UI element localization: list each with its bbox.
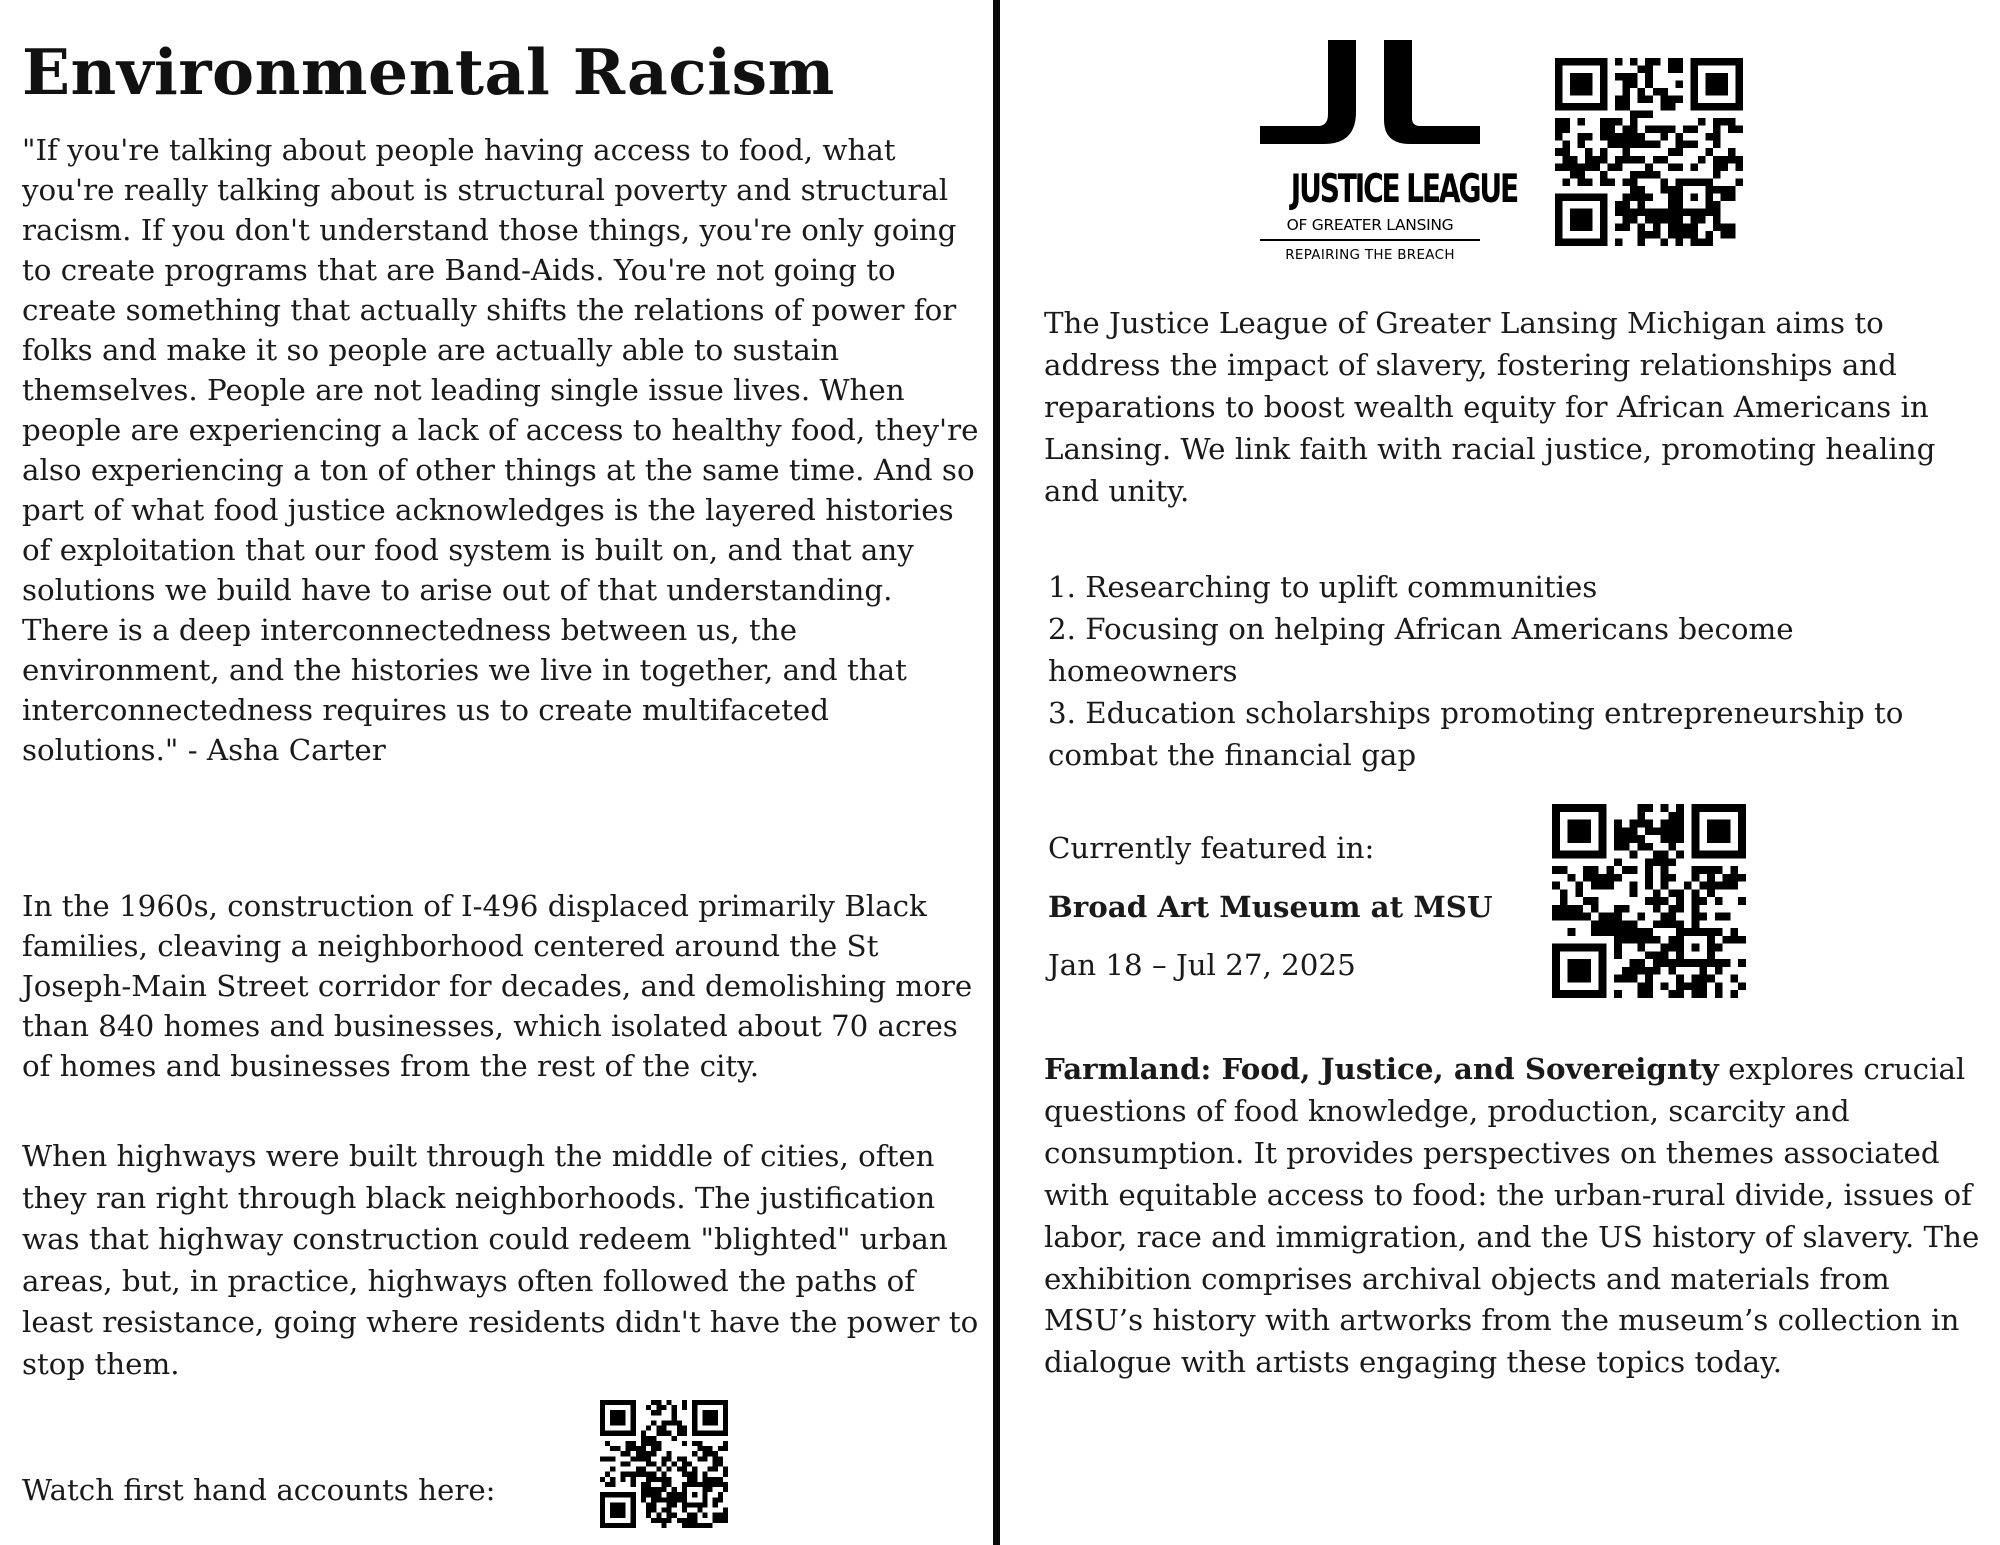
asha-carter-quote: "If you're talking about people having access to food, what you're really talking about is structural poverty and structural racism. If you don't understand those things, you're only going to create programs that are Band-Aids. You're not going to create something that actually shifts the relations of power for folks and make it so people are actually able to sustain themselves. People are not leading single issue lives. When people are experiencing a lack of access to healthy food, they're also experiencing a ton of other things at the same time. And so part of what food justice acknowledges is the layered histories of exploitation that our food system is built on, and that any solutions we build have to arise out of that understanding. There is a deep interconnectedness between us, the environment, and the histories we live in together, and that interconnectedness requires us to create multifaceted solutions." - Asha Carter: [22, 133, 979, 767]
qr-code-icon[interactable]: [600, 1400, 728, 1528]
venue-name: Broad Art Museum at MSU: [1048, 889, 1493, 924]
justice-league-mission: The Justice League of Greater Lansing Michigan aims to address the impact of slavery, fostering relationships and reparations to boost wealth equity for African Americans in Lansing. We link faith with racial justice, promoting healing and unity.: [1044, 306, 1936, 508]
left-panel: [0, 0, 990, 1545]
logo-tagline: REPAIRING THE BREACH: [1285, 247, 1455, 263]
featured-label: Currently featured in:: [1048, 831, 1375, 865]
logo-rule: [1260, 239, 1480, 241]
goals-list: [1048, 566, 1988, 776]
watch-accounts-label: Watch first hand accounts here:: [22, 1473, 496, 1507]
highways-paragraph: When highways were built through the middle of cities, often they ran right through black neighborhoods. The justification was that highway construction could redeem "blighted" urban areas, but, in practice, highways often followed the paths of least resistance, going where residents didn't have the power to stop them.: [22, 1139, 979, 1381]
exhibit-title: Farmland: Food, Justice, and Sovereignty: [1044, 1051, 1719, 1086]
center-divider: [993, 0, 1000, 1545]
jl-monogram-icon: [1260, 40, 1480, 165]
qr-code-icon[interactable]: [1555, 58, 1743, 246]
page-title: Environmental Racism: [22, 35, 835, 109]
logo-wordmark: JUSTICE LEAGUE: [1290, 167, 1518, 212]
i496-history-paragraph: In the 1960s, construction of I-496 displaced primarily Black families, cleaving a neighborhood centered around the St Joseph-Main Street corridor for decades, and demolishing more than 840 homes and businesses, which isolated about 70 acres of homes and businesses from the rest of the city.: [22, 889, 973, 1083]
exhibit-description: [1044, 1048, 1996, 1384]
exhibit-dates: Jan 18 – Jul 27, 2025: [1048, 948, 1356, 982]
exhibit-text: explores crucial questions of food knowledge, production, scarcity and consumption. It provides perspectives on themes associated with equitable access to food: the urban-rural divide, issues of labor, race and immigration, and the US history of slavery. The exhibition comprises archival objects and materials from MSU’s history with artworks from the museum’s collection in dialogue with artists engaging these topics today.: [1044, 1052, 1980, 1380]
list-item: 1. Researching to uplift communities: [1048, 570, 1598, 604]
qr-code-icon[interactable]: [1552, 804, 1746, 998]
list-item: 3. Education scholarships promoting entrepreneurship to combat the financial gap: [1048, 696, 1904, 772]
justice-league-logo: [1260, 40, 1518, 275]
logo-subtitle: OF GREATER LANSING: [1286, 216, 1454, 234]
list-item: 2. Focusing on helping African Americans become homeowners: [1048, 612, 1794, 688]
